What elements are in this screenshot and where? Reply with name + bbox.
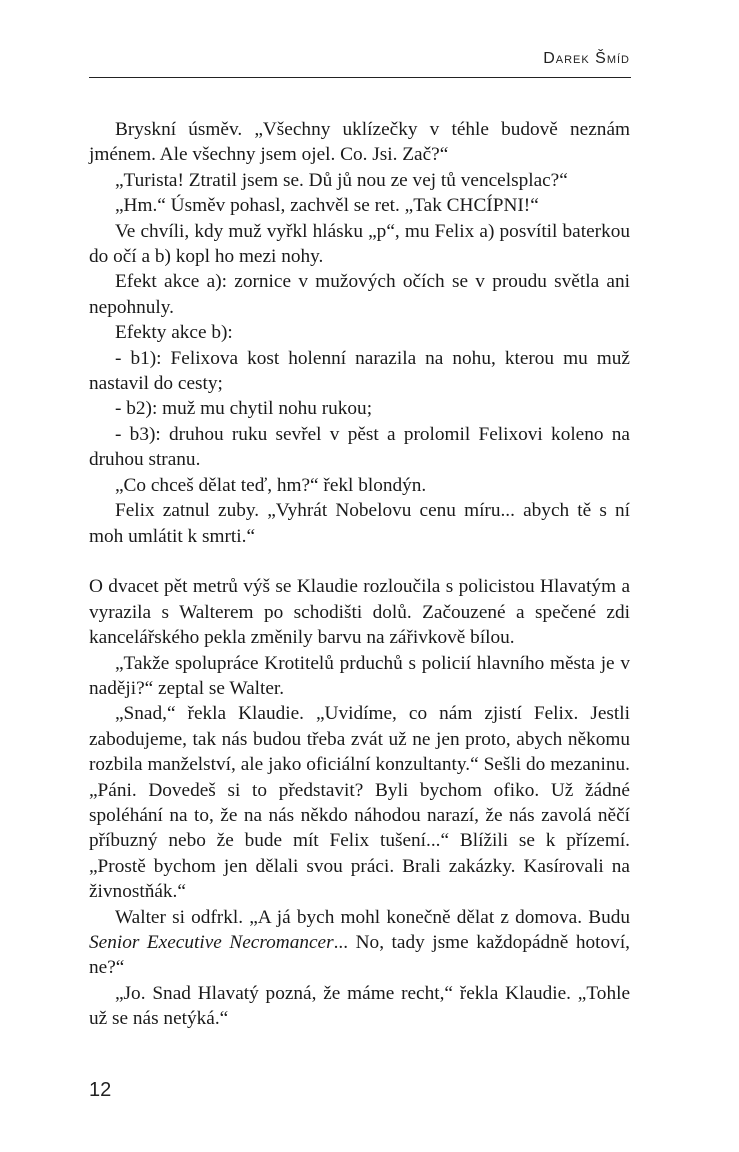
list-item: - b2): muž mu chytil nohu rukou; [115, 398, 373, 420]
text-run: Walter si odfrkl. „A já bych mohl konečně dělat z domova. Budu [115, 906, 630, 928]
body-text [89, 117, 630, 1032]
paragraph: O dvacet pět metrů výš se Klaudie rozloučila s policistou Hlavatým a vyrazila s Walterem po schodišti dolů. Začouzené a spečené zdi kancelářského pekla změnily barvu na zářivkově bílou. [89, 576, 630, 649]
paragraph: Ve chvíli, kdy muž vyřkl hlásku „p“, mu Felix a) posvítil baterkou do očí a b) kopl ho mezi nohy. [89, 220, 630, 268]
paragraph: „Hm.“ Úsměv pohasl, zachvěl se ret. „Tak CHCÍPNI!“ [115, 195, 539, 217]
running-head-author: Darek Šmíd [543, 50, 630, 67]
text-run: ... No, tady jsme každopádně hotoví, ne?“ [89, 931, 631, 979]
paragraph: Efekty akce b): [115, 322, 233, 344]
paragraph: „Snad,“ řekla Klaudie. „Uvidíme, co nám zjistí Felix. Jestli zabodujeme, tak nás budou třeba zvát už ne jen proto, abych někomu rozbila manželství, ale jako oficiální konzultanty.“ Sešli do mezaninu. „Páni. Dovedeš si to představit? Byli bychom ofiko. Už žádné spoléhání na to, že na nás někdo náhodou narazí, že nás zavolá něčí příbuzný nebo že bude mít Felix tušení...“ Blížili se k přízemí. „Prostě bychom jen dělali svou práci. Brali zakázky. Kasírovali na živnostňák.“ [89, 703, 630, 903]
paragraph [89, 905, 630, 981]
page-number: 12 [89, 1079, 112, 1101]
italic-title: Senior Executive Necromancer [89, 931, 334, 953]
paragraph: „Jo. Snad Hlavatý pozná, že máme recht,“ řekla Klaudie. „Tohle už se nás netýká.“ [89, 982, 630, 1030]
paragraph: Felix zatnul zuby. „Vyhrát Nobelovu cenu míru... abych tě s ní moh umlátit k smrti.“ [89, 500, 630, 547]
list-item: - b3): druhou ruku sevřel v pěst a prolomil Felixovi koleno na druhou stranu. [89, 423, 630, 471]
paragraph: „Turista! Ztratil jsem se. Dů jů nou ze vej tů vencelsplac?“ [115, 169, 568, 191]
header-rule [89, 77, 631, 78]
paragraph: Efekt akce a): zornice v mužových očích se v proudu světla ani nepohnuly. [89, 271, 630, 318]
list-item: - b1): Felixova kost holenní narazila na nohu, kterou mu muž nastavil do cesty; [89, 347, 630, 395]
paragraph: Bryskní úsměv. „Všechny uklízečky v téhle budově neznám jménem. Ale všechny jsem ojel. Co. Jsi. Zač?“ [89, 119, 630, 166]
section-break [89, 549, 630, 574]
paragraph: „Co chceš dělat teď, hm?“ řekl blondýn. [115, 474, 427, 496]
paragraph: „Takže spolupráce Krotitelů prduchů s policií hlavního města je v naději?“ zeptal se Walter. [89, 652, 630, 699]
